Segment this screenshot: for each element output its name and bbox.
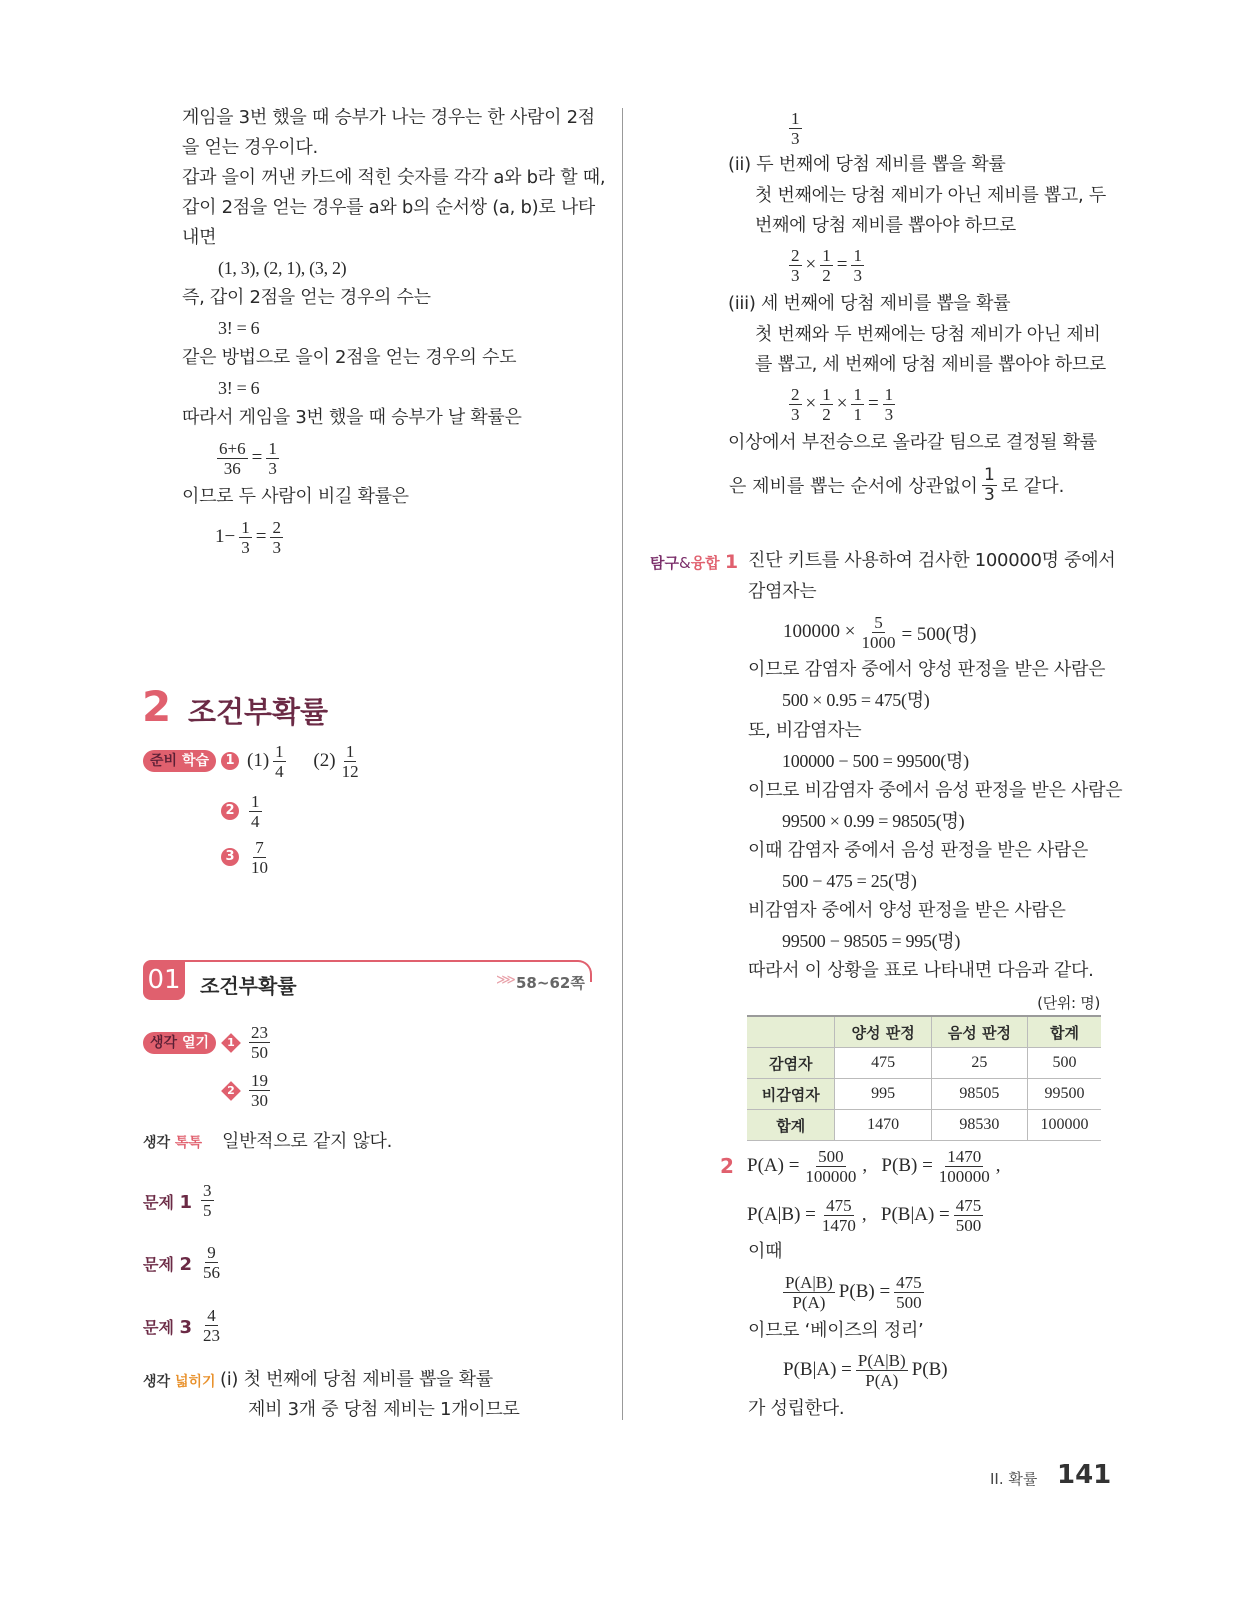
numerator: 475: [826, 1195, 852, 1215]
math-expression: [786, 380, 898, 428]
text-line: 따라서 이 상황을 표로 나타내면 다음과 같다.: [748, 960, 1094, 981]
text-line: 제비 3개 중 당첨 제비는 1개이므로: [248, 1399, 520, 1420]
label-text: &: [678, 554, 691, 572]
fraction: [201, 1243, 222, 1282]
fraction: [883, 385, 896, 424]
fraction: [789, 385, 802, 424]
math-expression: [198, 1238, 225, 1286]
label-text: 문제: [143, 1255, 174, 1274]
numerator: 2: [272, 517, 281, 537]
badge-text: 열기: [181, 1035, 209, 1051]
fraction: [201, 1306, 222, 1345]
problem-label: [143, 1315, 192, 1338]
fraction: [789, 246, 802, 285]
text-line: 이때: [748, 1241, 783, 1262]
math-text: ,: [995, 1155, 1001, 1176]
fraction: [820, 246, 833, 285]
text-line: 이므로 ‘베이즈의 정리’: [748, 1320, 924, 1341]
math-expression: [782, 608, 977, 656]
problem-number: 2: [179, 1254, 193, 1275]
numerator: 1: [853, 384, 862, 404]
numerator: 19: [251, 1070, 268, 1090]
numerator: 1: [983, 464, 995, 485]
page-range: 58~62쪽: [516, 974, 585, 992]
math-text: (2): [289, 750, 336, 771]
denominator: 1000: [861, 632, 896, 652]
equation: 99500 × 0.99 = 98505(명): [782, 811, 965, 831]
denominator: 36: [223, 458, 241, 478]
text-line: 갑과 을이 꺼낸 카드에 적힌 숫자를 각각 a와 b라 할 때,: [182, 167, 606, 188]
text-line: 을 얻는 경우이다.: [182, 137, 318, 158]
text-line: 이므로 비감염자 중에서 음성 판정을 받은 사람은: [748, 780, 1123, 801]
fraction: [266, 439, 279, 478]
denominator: 3: [272, 537, 281, 557]
denominator: 3: [791, 404, 800, 424]
denominator: 100000: [938, 1166, 990, 1186]
numerator: 475: [896, 1272, 922, 1292]
math-text: =: [251, 447, 263, 468]
equation: 500 − 475 = 25(명): [782, 871, 917, 891]
open-badge: [143, 1032, 216, 1054]
fraction: [273, 742, 286, 781]
fraction: [217, 439, 248, 478]
equation: 500 × 0.95 = 475(명): [782, 690, 930, 710]
chapter-label: II. 확률: [990, 1470, 1038, 1488]
denominator: 4: [251, 811, 260, 831]
math-text: P(B): [911, 1359, 948, 1380]
text-line: 같은 방법으로 을이 2점을 얻는 경우의 수도: [182, 347, 517, 368]
fraction: [859, 613, 897, 652]
text-line: 갑이 2점을 얻는 경우를 a와 b의 순서쌍 (a, b)로 나타: [182, 197, 596, 218]
diamond-number: 2: [227, 1084, 235, 1097]
fraction: [820, 1196, 858, 1235]
label-text: 생각: [143, 1135, 171, 1151]
label-text: 융합: [690, 554, 720, 572]
denominator: 23: [203, 1325, 220, 1345]
fraction: [249, 1023, 270, 1062]
numerator: 23: [251, 1022, 268, 1042]
fraction: [783, 1273, 835, 1312]
fraction: [982, 466, 997, 505]
text-line: 가 성립한다.: [748, 1398, 845, 1419]
equation: 100000 − 500 = 99500(명): [782, 751, 969, 771]
table-header: [747, 1016, 835, 1048]
fraction: [856, 1351, 908, 1390]
math-expression: [746, 1191, 986, 1239]
number-diamond-icon: [221, 1081, 241, 1101]
row-header: 감염자: [747, 1048, 835, 1079]
denominator: 3: [853, 265, 862, 285]
denominator: 3: [791, 265, 800, 285]
fraction: [851, 385, 864, 424]
math-expression: [786, 104, 805, 152]
fraction: [851, 246, 864, 285]
text-line: (i) 첫 번째에 당첨 제비를 뽑을 확률: [220, 1369, 493, 1390]
column-divider: [622, 108, 623, 1420]
table-cell: 995: [835, 1079, 931, 1110]
denominator: 3: [983, 484, 995, 505]
equation: 99500 − 98505 = 995(명): [782, 931, 961, 951]
math-expression: [786, 241, 867, 289]
label-text: 문제: [143, 1193, 174, 1212]
page-number: 141: [1057, 1460, 1112, 1490]
fraction: [937, 1147, 992, 1186]
fraction: [201, 1181, 214, 1220]
math-expression: [246, 1066, 273, 1114]
diamond-number: 1: [227, 1036, 235, 1049]
fraction: [894, 1273, 924, 1312]
text-line: 진단 키트를 사용하여 검사한 100000명 중에서: [748, 550, 1116, 571]
denominator: 500: [955, 1215, 982, 1235]
math-text: 은 제비를 뽑는 순서에 상관없이: [729, 476, 978, 497]
math-text: =: [255, 526, 267, 547]
table-cell: 99500: [1028, 1079, 1101, 1110]
text-line: 일반적으로 같지 않다.: [222, 1131, 393, 1152]
denominator: P(A): [792, 1292, 826, 1312]
math-expression: [728, 461, 1065, 509]
problem-number: 3: [179, 1317, 193, 1338]
numerator: 1: [251, 791, 260, 811]
number-circle-icon: 1: [221, 752, 239, 770]
table-header: 양성 판정: [835, 1016, 931, 1048]
text-line: 비감염자 중에서 양성 판정을 받은 사람은: [748, 900, 1066, 921]
table-row: [747, 1079, 1101, 1110]
explore-number: 1: [724, 551, 739, 573]
math-text: P(B) =: [838, 1281, 891, 1302]
math-text: =: [867, 393, 879, 414]
section-number: 2: [142, 682, 172, 731]
denominator: 5: [203, 1200, 212, 1220]
math-text: , P(B) =: [862, 1155, 933, 1176]
text-line: 감염자는: [748, 581, 817, 602]
math-text: P(A) =: [747, 1155, 800, 1176]
denominator: 3: [791, 128, 800, 148]
math-expression: [214, 434, 282, 482]
denominator: 4: [275, 761, 284, 781]
table-cell: 98530: [931, 1110, 1027, 1141]
denominator: 100000: [805, 1166, 857, 1186]
text-line: 즉, 갑이 2점을 얻는 경우의 수는: [182, 287, 431, 308]
numerator: 5: [874, 612, 883, 632]
fraction: [249, 792, 262, 831]
unit-title: 조건부확률: [200, 974, 297, 998]
denominator: 3: [268, 458, 277, 478]
math-expression: [246, 833, 273, 881]
math-text: P(B|A) =: [783, 1359, 852, 1380]
chevron-right-icon: ⋙: [496, 972, 516, 988]
math-expression: [746, 1142, 1002, 1190]
math-expression: [198, 1176, 217, 1224]
text-line: 이므로 두 사람이 비길 확률은: [182, 486, 409, 507]
numerator: 1: [853, 245, 862, 265]
math-text: 로 같다.: [1000, 476, 1065, 497]
badge-text: 준비: [150, 753, 178, 769]
text-line: (iii) 세 번째에 당첨 제비를 뽑을 확률: [728, 293, 1011, 314]
math-expression: [246, 1018, 273, 1066]
text-line: 를 뽑고, 세 번째에 당첨 제비를 뽑아야 하므로: [755, 354, 1106, 375]
table-cell: 1470: [835, 1110, 931, 1141]
text-line: 이때 감염자 중에서 음성 판정을 받은 사람은: [748, 840, 1089, 861]
numerator: 3: [203, 1180, 212, 1200]
math-text: 1−: [215, 526, 236, 547]
math-expression: [780, 1268, 927, 1316]
table-header: 합계: [1028, 1016, 1101, 1048]
denominator: 2: [822, 265, 831, 285]
prep-badge: [143, 750, 216, 772]
label-text: 생각: [143, 1374, 171, 1390]
math-text: (1): [247, 750, 270, 771]
denominator: 10: [251, 857, 268, 877]
problem-label: [143, 1252, 192, 1275]
fraction: [340, 742, 361, 781]
data-table: [747, 1015, 1101, 1141]
numerator: 1: [791, 108, 800, 128]
math-text: ×: [805, 393, 817, 414]
numerator: 4: [207, 1305, 216, 1325]
table-header-row: [747, 1016, 1101, 1048]
math-text: ×: [836, 393, 848, 414]
label-text: 넓히기: [174, 1374, 216, 1390]
table-cell: 25: [931, 1048, 1027, 1079]
math-text: P(A|B) =: [747, 1204, 816, 1225]
numerator: 1470: [947, 1146, 982, 1166]
denominator: 50: [251, 1042, 268, 1062]
text-line: (ii) 두 번째에 당첨 제비를 뽑을 확률: [728, 154, 1006, 175]
table-cell: 98505: [931, 1079, 1027, 1110]
numerator: 2: [791, 384, 800, 404]
badge-text: 생각: [150, 1035, 178, 1051]
number-circle-icon: 2: [221, 802, 239, 820]
numerator: P(A|B): [857, 1350, 906, 1370]
denominator: 1: [853, 404, 862, 424]
unit-note: (단위: 명): [1037, 994, 1100, 1012]
numerator: P(A|B): [785, 1272, 833, 1292]
numerator: 1: [884, 384, 894, 404]
text-line: 내면: [182, 227, 217, 248]
numerator: 1: [345, 741, 355, 761]
denominator: P(A): [865, 1370, 899, 1390]
row-header: 비감염자: [747, 1079, 835, 1110]
fraction: [820, 385, 833, 424]
ordered-pairs: (1, 3), (2, 1), (3, 2): [218, 258, 347, 278]
numerator: 7: [255, 837, 264, 857]
fraction: [249, 1071, 270, 1110]
question-number: 2: [720, 1154, 734, 1178]
label-text: 문제: [143, 1318, 174, 1337]
fraction: [249, 838, 270, 877]
math-text: = 500(명): [901, 623, 977, 645]
badge-text: 학습: [181, 753, 209, 769]
label-text: 톡톡: [174, 1135, 202, 1151]
numerator: 6+6: [219, 438, 246, 458]
section-title: 조건부확률: [188, 695, 329, 729]
label-text: 탐구: [650, 554, 679, 572]
unit-number: 01: [143, 960, 185, 1000]
numerator: 1: [241, 517, 250, 537]
math-text: 100000 ×: [783, 621, 856, 642]
math-expression: [214, 513, 286, 561]
table-header: 음성 판정: [931, 1016, 1027, 1048]
fraction: [803, 1147, 858, 1186]
math-expression: [198, 1301, 225, 1349]
toktok-label: [143, 1132, 202, 1152]
problem-label: [143, 1190, 192, 1213]
text-line: 게임을 3번 했을 때 승부가 나는 경우는 한 사람이 2점: [182, 107, 595, 128]
math-expression: [246, 737, 364, 785]
text-line: 이상에서 부전승으로 올라갈 팀으로 결정될 확률: [728, 432, 1097, 453]
fraction: [789, 109, 802, 148]
text-line: 이므로 감염자 중에서 양성 판정을 받은 사람은: [748, 659, 1106, 680]
table-row: [747, 1048, 1101, 1079]
fraction: [239, 518, 252, 557]
text-line: 첫 번째와 두 번째에는 당첨 제비가 아닌 제비: [755, 324, 1101, 345]
denominator: 3: [241, 537, 250, 557]
math-expression: [782, 1346, 949, 1394]
math-expression: [246, 787, 265, 835]
numerator: 475: [955, 1195, 982, 1215]
text-line: 또, 비감염자는: [748, 720, 862, 741]
denominator: 2: [822, 404, 831, 424]
denominator: 1470: [821, 1215, 856, 1235]
number-diamond-icon: [221, 1033, 241, 1053]
table-row: [747, 1110, 1101, 1141]
expand-label: [143, 1371, 216, 1391]
denominator: 56: [203, 1262, 220, 1282]
numerator: 2: [791, 245, 800, 265]
numerator: 1: [822, 245, 831, 265]
table-cell: 475: [835, 1048, 931, 1079]
row-header: 합계: [747, 1110, 835, 1141]
equation: 3! = 6: [218, 318, 260, 338]
math-text: , P(B|A) =: [861, 1204, 950, 1225]
fraction: [270, 518, 283, 557]
fraction: [954, 1196, 984, 1235]
numerator: 1: [268, 438, 277, 458]
math-text: =: [836, 254, 848, 275]
denominator: 12: [341, 761, 359, 781]
table-cell: 500: [1028, 1048, 1101, 1079]
numerator: 500: [818, 1146, 844, 1166]
number-circle-icon: 3: [221, 848, 239, 866]
numerator: 1: [822, 384, 831, 404]
math-text: ×: [805, 254, 817, 275]
text-line: 따라서 게임을 3번 했을 때 승부가 날 확률은: [182, 407, 522, 428]
denominator: 500: [896, 1292, 922, 1312]
problem-number: 1: [179, 1192, 193, 1213]
denominator: 3: [884, 404, 894, 424]
numerator: 9: [207, 1242, 216, 1262]
denominator: 30: [251, 1090, 268, 1110]
equation: 3! = 6: [218, 378, 260, 398]
table-cell: 100000: [1028, 1110, 1101, 1141]
text-line: 첫 번째에는 당첨 제비가 아닌 제비를 뽑고, 두: [755, 185, 1106, 206]
numerator: 1: [275, 741, 284, 761]
explore-label: [650, 551, 738, 573]
text-line: 번째에 당첨 제비를 뽑아야 하므로: [755, 215, 1016, 236]
